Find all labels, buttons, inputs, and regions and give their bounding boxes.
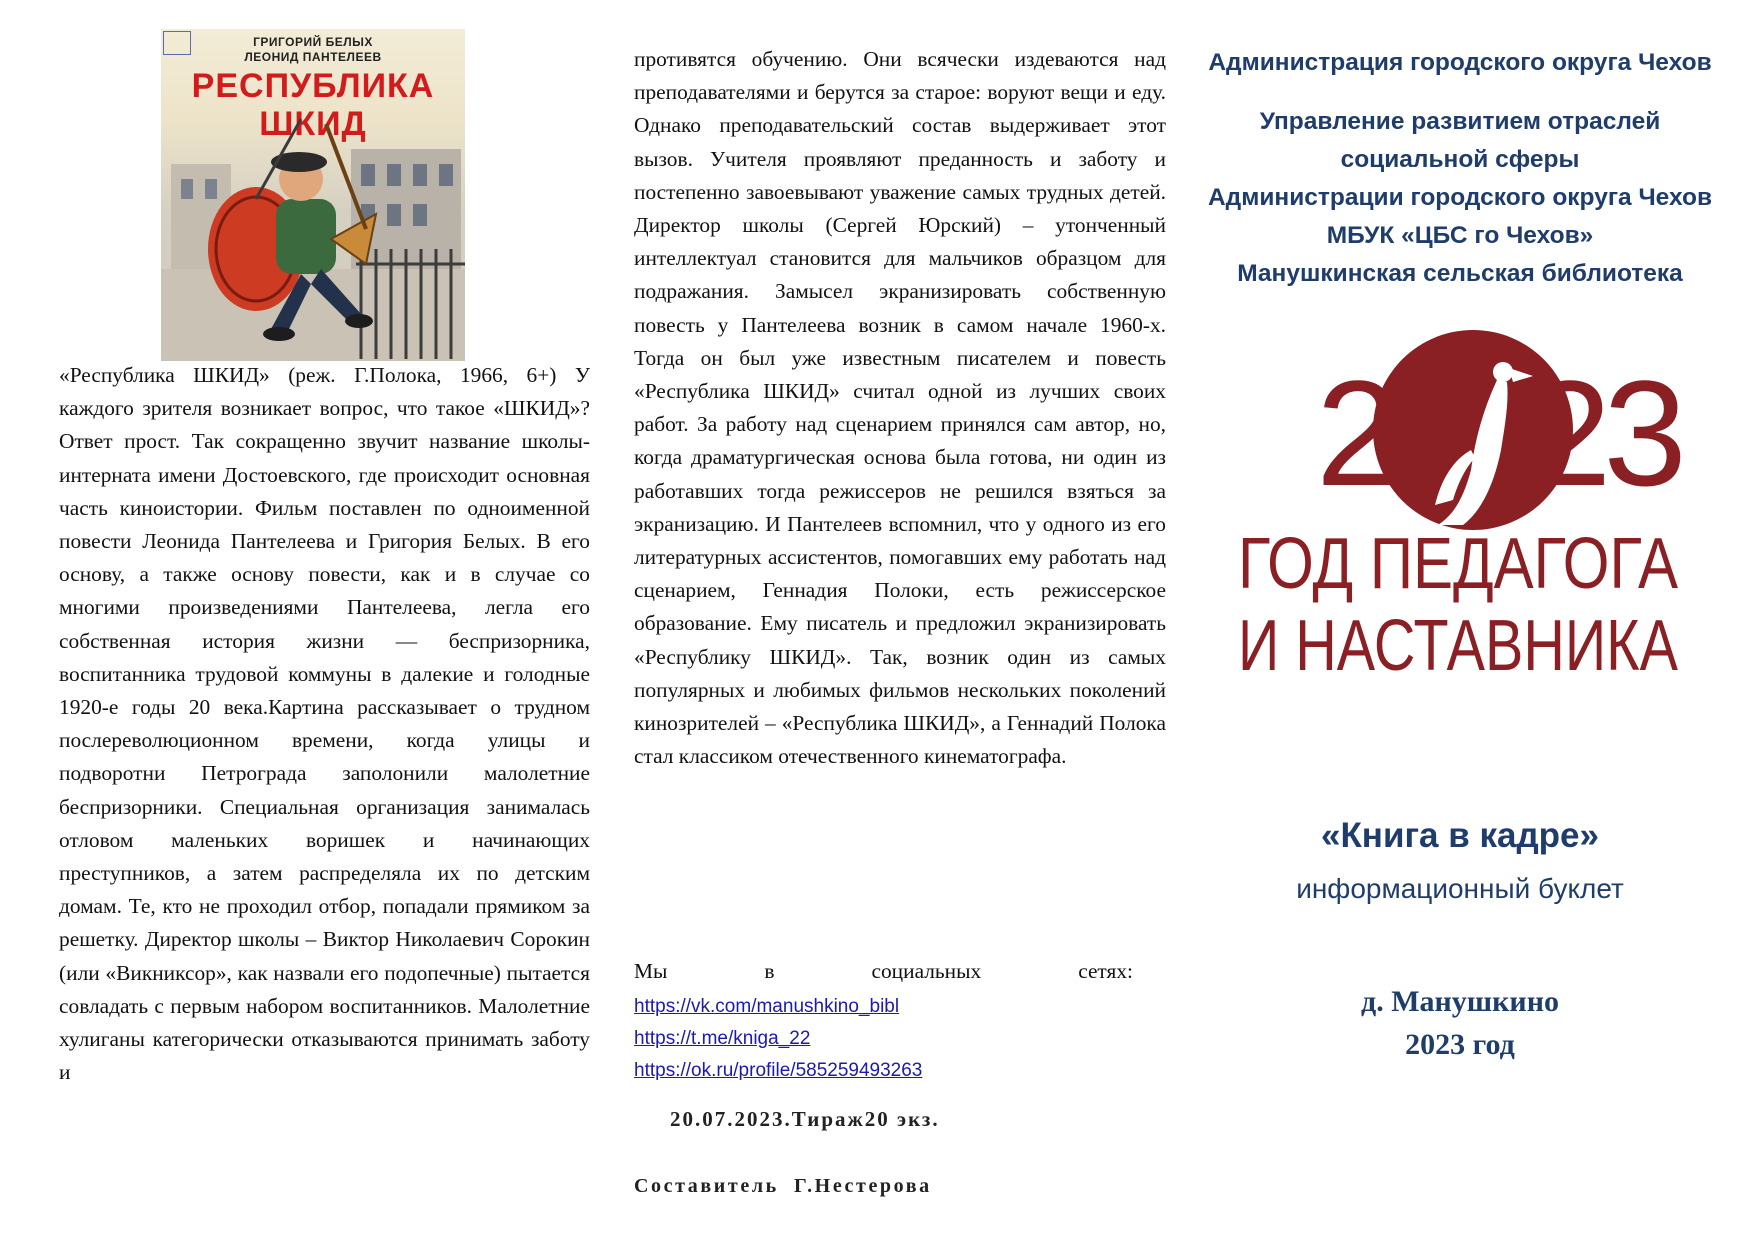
compiler-credit: Составитель Г.Нестерова <box>634 1175 932 1197</box>
department-line: Администрации городского округа Чехов <box>1207 184 1713 211</box>
logo-year-right: 23 <box>1528 349 1679 517</box>
booklet-subtitle: информационный буклет <box>1296 873 1624 904</box>
social-heading <box>634 959 1133 991</box>
book-cover-image <box>161 29 465 361</box>
ok-link[interactable]: https://ok.ru/profile/585259493263 <box>634 1060 923 1081</box>
cover-author-1: ГРИГОРИЙ БЕЛЫХ <box>253 35 373 49</box>
vk-link[interactable]: https://vk.com/manushkino_bibl <box>634 996 900 1017</box>
logo-line-2: И НАСТАВНИКА <box>1238 606 1678 686</box>
department-line: Манушкинская сельская библиотека <box>1237 260 1683 287</box>
department-line: социальной сферы <box>1340 146 1580 173</box>
social-heading-word: социальных <box>871 959 982 983</box>
social-heading-word: сетях: <box>1078 959 1133 983</box>
cover-title-line-2: ШКИД <box>259 105 367 143</box>
logo-year-left: 2 <box>1316 349 1400 517</box>
administration-title: Администрация городского округа Чехов <box>1208 49 1712 76</box>
booklet-title: «Книга в кадре» <box>1320 816 1599 855</box>
film-description-part-2: противятся обучению. Они всячески издеваются над преподавателями и берутся за старое: воруют вещи и еду. Однако преподавательский состав выдерживает этот вызов. Учителя проявляют преданность и заботу и постепенно завоевывают уважение самых трудных детей. Директор школы (Сергей Юрский) – утонченный интеллектуал становится для мальчиков образцом для подражания. Замысел экранизировать собственную повесть у Пантелеева возник в самом начале 1960-х. Тогда он был уже известным писателем и повесть «Республика ШКИД» считал одной из лучших своих работ. За работу над сценарием принялся сам автор, но, когда драматургическая основа была готова, ни один из работавших тогда режиссеров не решился взяться за экранизацию. И Пантелеев вспомнил, что у одного из его литературных ассистентов, помогавших ему работать над сценарием, Геннадия Полоки, есть режиссерское образование. Ему писатель и предложил экранизировать «Республику ШКИД». Так, возник один из самых популярных и любимых фильмов нескольких поколений кинозрителей – «Республика ШКИД», а Геннадий Полока стал классиком отечественного кинематографа. <box>634 47 1166 769</box>
department-line: МБУК «ЦБС го Чехов» <box>1326 222 1594 249</box>
telegram-link[interactable]: https://t.me/kniga_22 <box>634 1028 811 1049</box>
cover-author-2: ЛЕОНИД ПАНТЕЛЕЕВ <box>244 50 382 64</box>
village-name: д. Манушкино <box>1361 985 1559 1018</box>
social-links-block <box>634 959 1133 1087</box>
publication-year: 2023 год <box>1405 1028 1515 1061</box>
department-line: Управление развитием отраслей <box>1259 108 1661 135</box>
year-of-teacher-logo <box>1213 330 1703 700</box>
cover-title-line-1: РЕСПУБЛИКА <box>191 67 435 105</box>
department-block <box>1205 103 1715 293</box>
film-description-part-1: «Республика ШКИД» (реж. Г.Полока, 1966, 6+) У каждого зрителя возникает вопрос, что такое «ШКИД»? Ответ прост. Так сокращенно звучит название школы-интерната имени Достоевского, где происходит основная часть киноистории. Фильм поставлен по одноименной повести Леонида Пантелеева и Григория Белых. В его основу, а также основу повести, как и в случае со многими произведениями Пантелеева, легла его собственная история жизни — беспризорника, воспитанника трудовой коммуны в далекие и голодные 1920-е годы 20 века.Картина рассказывает о трудном послереволюционном времени, когда улицы и подворотни Петрограда заполонили малолетние беспризорники. Специальная организация занималась отловом маленьких воришек и начинающих преступников, а затем распределяла их по детским домам. Те, кто не проходил отбор, попадали прямиком за решетку. Директор школы – Виктор Николаевич Сорокин (или «Викниксор», как назвали его подопечные) пытается совладать с первым набором воспитанников. Малолетние хулиганы категорически отказываются принимать заботу и <box>59 363 590 1085</box>
social-heading-word: в <box>764 959 775 983</box>
print-run-info: 20.07.2023.Тираж20 экз. <box>670 1107 940 1131</box>
cover-illustration <box>161 29 465 361</box>
social-heading-word: Мы <box>634 959 668 983</box>
logo-line-1: ГОД ПЕДАГОГА <box>1238 524 1678 604</box>
